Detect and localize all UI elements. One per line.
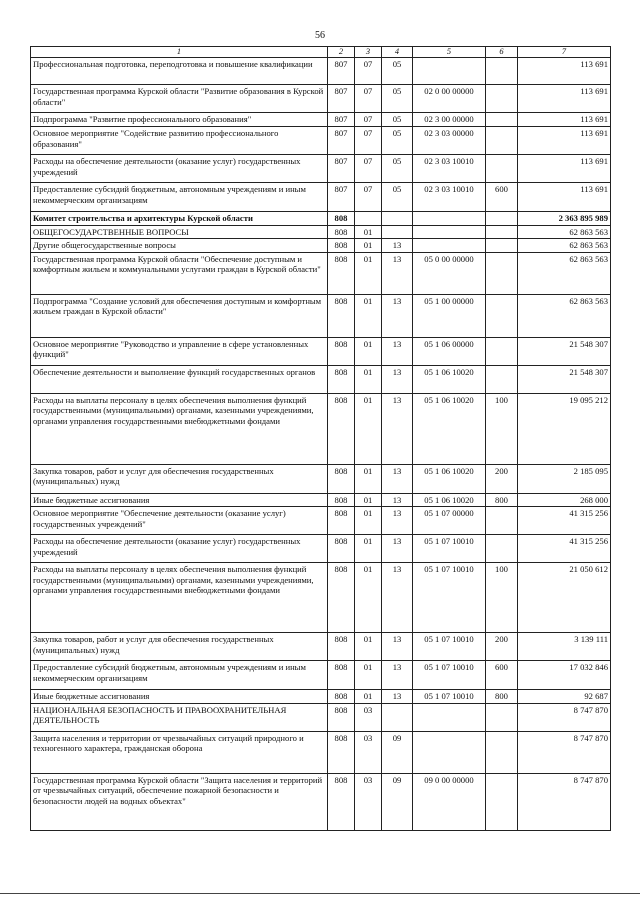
cell-subsection: 05 (382, 85, 413, 113)
cell-subsection: 05 (382, 113, 413, 127)
cell-admin-code: 808 (328, 337, 355, 365)
table-row (31, 225, 611, 238)
table-row (31, 155, 611, 183)
cell-expense-type (486, 85, 518, 113)
cell-target-article: 05 1 06 10020 (413, 493, 486, 506)
cell-subsection: 13 (382, 294, 413, 337)
cell-section: 01 (355, 337, 382, 365)
cell-name: Государственная программа Курской области "Защита населения и территорий от чрезвычайных ситуаций, обеспечение пожарной безопасности и безопасности людей на водных объектах" (31, 773, 328, 830)
column-header: 6 (486, 47, 518, 58)
cell-target-article: 05 1 07 00000 (413, 507, 486, 535)
cell-section: 01 (355, 252, 382, 294)
cell-subsection: 13 (382, 661, 413, 690)
table-row (31, 85, 611, 113)
cell-section: 03 (355, 703, 382, 731)
cell-target-article: 02 0 00 00000 (413, 85, 486, 113)
cell-section: 01 (355, 225, 382, 238)
cell-amount: 19 095 212 (518, 393, 611, 464)
table-row (31, 773, 611, 830)
cell-amount: 2 363 895 989 (518, 212, 611, 225)
cell-amount: 62 863 563 (518, 239, 611, 252)
cell-admin-code: 808 (328, 464, 355, 493)
cell-target-article: 05 0 00 00000 (413, 252, 486, 294)
cell-admin-code: 808 (328, 393, 355, 464)
cell-subsection: 05 (382, 155, 413, 183)
table-row (31, 690, 611, 703)
cell-subsection: 13 (382, 365, 413, 393)
cell-name: Подпрограмма "Развитие профессионального образования" (31, 113, 328, 127)
table-row (31, 365, 611, 393)
cell-name: Основное мероприятие "Обеспечение деятельности (оказание услуг) государственных учреждений" (31, 507, 328, 535)
cell-target-article (413, 212, 486, 225)
cell-expense-type (486, 127, 518, 155)
cell-name: Подпрограмма "Создание условий для обеспечения доступным и комфортным жильем граждан в Курской области" (31, 294, 328, 337)
cell-name: Расходы на обеспечение деятельности (оказание услуг) государственных учреждений (31, 155, 328, 183)
cell-amount: 8 747 870 (518, 703, 611, 731)
cell-expense-type (486, 507, 518, 535)
cell-target-article: 05 1 06 10020 (413, 464, 486, 493)
cell-section: 01 (355, 493, 382, 506)
cell-name: Расходы на обеспечение деятельности (оказание услуг) государственных учреждений (31, 535, 328, 563)
cell-admin-code: 808 (328, 365, 355, 393)
cell-section: 07 (355, 183, 382, 212)
cell-target-article: 05 1 06 10020 (413, 365, 486, 393)
cell-subsection: 05 (382, 127, 413, 155)
cell-amount: 21 548 307 (518, 365, 611, 393)
table-row (31, 127, 611, 155)
table-row (31, 507, 611, 535)
cell-name: Обеспечение деятельности и выполнение функций государственных органов (31, 365, 328, 393)
cell-name: НАЦИОНАЛЬНАЯ БЕЗОПАСНОСТЬ И ПРАВООХРАНИТЕЛЬНАЯ ДЕЯТЕЛЬНОСТЬ (31, 703, 328, 731)
cell-amount: 3 139 111 (518, 633, 611, 661)
cell-section: 01 (355, 464, 382, 493)
cell-expense-type (486, 239, 518, 252)
cell-section: 07 (355, 113, 382, 127)
cell-admin-code: 807 (328, 183, 355, 212)
cell-amount: 113 691 (518, 155, 611, 183)
table-row (31, 493, 611, 506)
table-row (31, 337, 611, 365)
table-body (31, 58, 611, 830)
cell-target-article: 05 1 06 00000 (413, 337, 486, 365)
cell-section (355, 212, 382, 225)
cell-admin-code: 807 (328, 85, 355, 113)
cell-amount: 92 687 (518, 690, 611, 703)
cell-target-article: 05 1 07 10010 (413, 661, 486, 690)
table-row (31, 731, 611, 773)
column-header: 7 (518, 47, 611, 58)
cell-amount: 62 863 563 (518, 225, 611, 238)
cell-section: 01 (355, 661, 382, 690)
cell-name: Расходы на выплаты персоналу в целях обеспечения выполнения функций государственными (муниципальными) органами, казенными учреждениями, органами управления государственными внебюджетными фондами (31, 563, 328, 633)
cell-subsection: 09 (382, 731, 413, 773)
cell-admin-code: 808 (328, 507, 355, 535)
cell-subsection: 13 (382, 633, 413, 661)
table-row (31, 252, 611, 294)
cell-section: 01 (355, 239, 382, 252)
cell-subsection (382, 225, 413, 238)
cell-subsection: 13 (382, 535, 413, 563)
cell-subsection: 13 (382, 690, 413, 703)
cell-amount: 17 032 846 (518, 661, 611, 690)
column-header: 5 (413, 47, 486, 58)
cell-target-article (413, 703, 486, 731)
cell-admin-code: 808 (328, 690, 355, 703)
cell-admin-code: 808 (328, 225, 355, 238)
cell-target-article: 05 1 07 10010 (413, 633, 486, 661)
table-row (31, 464, 611, 493)
cell-admin-code: 807 (328, 155, 355, 183)
cell-target-article (413, 239, 486, 252)
cell-name: Закупка товаров, работ и услуг для обеспечения государственных (муниципальных) нужд (31, 633, 328, 661)
cell-amount: 113 691 (518, 127, 611, 155)
table-row (31, 393, 611, 464)
cell-expense-type: 800 (486, 690, 518, 703)
cell-name: Закупка товаров, работ и услуг для обеспечения государственных (муниципальных) нужд (31, 464, 328, 493)
cell-section: 01 (355, 294, 382, 337)
cell-section: 01 (355, 535, 382, 563)
table-row (31, 113, 611, 127)
cell-subsection: 13 (382, 337, 413, 365)
table-row (31, 183, 611, 212)
column-header: 4 (382, 47, 413, 58)
cell-expense-type (486, 731, 518, 773)
cell-admin-code: 808 (328, 731, 355, 773)
cell-admin-code: 808 (328, 252, 355, 294)
cell-expense-type (486, 58, 518, 85)
cell-section: 01 (355, 507, 382, 535)
cell-name: Комитет строительства и архитектуры Курской области (31, 212, 328, 225)
table-row (31, 212, 611, 225)
cell-section: 07 (355, 58, 382, 85)
cell-amount: 113 691 (518, 85, 611, 113)
cell-subsection: 13 (382, 563, 413, 633)
cell-amount: 2 185 095 (518, 464, 611, 493)
cell-expense-type (486, 337, 518, 365)
cell-name: Профессиональная подготовка, переподготовка и повышение квалификации (31, 58, 328, 85)
cell-amount: 113 691 (518, 183, 611, 212)
cell-expense-type: 100 (486, 393, 518, 464)
cell-expense-type: 600 (486, 661, 518, 690)
cell-name: Расходы на выплаты персоналу в целях обеспечения выполнения функций государственными (муниципальными) органами, казенными учреждениями, органами управления государственными внебюджетными фондами (31, 393, 328, 464)
cell-expense-type (486, 535, 518, 563)
cell-name: Иные бюджетные ассигнования (31, 493, 328, 506)
cell-target-article: 02 3 00 00000 (413, 113, 486, 127)
cell-expense-type (486, 365, 518, 393)
cell-admin-code: 807 (328, 58, 355, 85)
cell-subsection: 13 (382, 393, 413, 464)
cell-subsection: 13 (382, 252, 413, 294)
table-row (31, 661, 611, 690)
cell-expense-type (486, 212, 518, 225)
table-row (31, 703, 611, 731)
cell-expense-type: 800 (486, 493, 518, 506)
cell-name: Иные бюджетные ассигнования (31, 690, 328, 703)
cell-admin-code: 807 (328, 113, 355, 127)
cell-admin-code: 808 (328, 661, 355, 690)
cell-subsection: 05 (382, 58, 413, 85)
cell-target-article (413, 58, 486, 85)
page-number: 56 (315, 30, 325, 41)
cell-section: 01 (355, 365, 382, 393)
cell-section: 01 (355, 633, 382, 661)
cell-name: ОБЩЕГОСУДАРСТВЕННЫЕ ВОПРОСЫ (31, 225, 328, 238)
cell-subsection (382, 212, 413, 225)
cell-amount: 62 863 563 (518, 294, 611, 337)
page-bottom-rule (0, 893, 640, 894)
table-row (31, 563, 611, 633)
cell-target-article: 09 0 00 00000 (413, 773, 486, 830)
cell-expense-type: 600 (486, 183, 518, 212)
cell-target-article: 05 1 07 10010 (413, 535, 486, 563)
column-header: 3 (355, 47, 382, 58)
cell-target-article: 05 1 06 10020 (413, 393, 486, 464)
cell-expense-type (486, 155, 518, 183)
table-row (31, 294, 611, 337)
cell-subsection: 13 (382, 507, 413, 535)
cell-amount: 21 548 307 (518, 337, 611, 365)
table-header-row (31, 47, 611, 58)
cell-admin-code: 808 (328, 493, 355, 506)
cell-admin-code: 808 (328, 294, 355, 337)
cell-target-article: 05 1 07 10010 (413, 563, 486, 633)
cell-section: 01 (355, 563, 382, 633)
cell-section: 07 (355, 85, 382, 113)
cell-admin-code: 807 (328, 127, 355, 155)
cell-target-article: 05 1 00 00000 (413, 294, 486, 337)
cell-name: Государственная программа Курской области "Обеспечение доступным и комфортным жильем и коммунальными услугами граждан в Курской области" (31, 252, 328, 294)
cell-expense-type (486, 225, 518, 238)
cell-expense-type (486, 773, 518, 830)
table-row (31, 58, 611, 85)
table-row (31, 239, 611, 252)
cell-name: Основное мероприятие "Руководство и управление в сфере установленных функций" (31, 337, 328, 365)
cell-amount: 41 315 256 (518, 507, 611, 535)
cell-subsection: 13 (382, 239, 413, 252)
table-row (31, 535, 611, 563)
cell-amount: 113 691 (518, 58, 611, 85)
cell-admin-code: 808 (328, 239, 355, 252)
cell-section: 01 (355, 393, 382, 464)
cell-expense-type (486, 113, 518, 127)
cell-admin-code: 808 (328, 633, 355, 661)
cell-section: 07 (355, 127, 382, 155)
cell-name: Другие общегосударственные вопросы (31, 239, 328, 252)
cell-amount: 8 747 870 (518, 731, 611, 773)
cell-admin-code: 808 (328, 563, 355, 633)
cell-section: 01 (355, 690, 382, 703)
budget-table (30, 46, 611, 831)
cell-name: Защита населения и территории от чрезвычайных ситуаций природного и техногенного характера, гражданская оборона (31, 731, 328, 773)
cell-expense-type (486, 252, 518, 294)
cell-amount: 113 691 (518, 113, 611, 127)
cell-amount: 268 000 (518, 493, 611, 506)
cell-subsection: 13 (382, 493, 413, 506)
column-header: 2 (328, 47, 355, 58)
cell-target-article: 02 3 03 00000 (413, 127, 486, 155)
cell-expense-type: 200 (486, 464, 518, 493)
cell-amount: 41 315 256 (518, 535, 611, 563)
cell-expense-type (486, 294, 518, 337)
cell-section: 03 (355, 731, 382, 773)
cell-target-article: 05 1 07 10010 (413, 690, 486, 703)
column-header: 1 (31, 47, 328, 58)
cell-admin-code: 808 (328, 703, 355, 731)
cell-admin-code: 808 (328, 535, 355, 563)
cell-amount: 62 863 563 (518, 252, 611, 294)
cell-subsection: 05 (382, 183, 413, 212)
cell-admin-code: 808 (328, 773, 355, 830)
cell-expense-type: 100 (486, 563, 518, 633)
table-row (31, 633, 611, 661)
cell-admin-code: 808 (328, 212, 355, 225)
cell-name: Предоставление субсидий бюджетным, автономным учреждениям и иным некоммерческим организациям (31, 183, 328, 212)
cell-amount: 21 050 612 (518, 563, 611, 633)
cell-name: Основное мероприятие "Содействие развитию профессионального образования" (31, 127, 328, 155)
cell-expense-type (486, 703, 518, 731)
cell-subsection (382, 703, 413, 731)
cell-amount: 8 747 870 (518, 773, 611, 830)
cell-expense-type: 200 (486, 633, 518, 661)
cell-target-article: 02 3 03 10010 (413, 183, 486, 212)
cell-name: Государственная программа Курской области "Развитие образования в Курской области" (31, 85, 328, 113)
cell-section: 03 (355, 773, 382, 830)
cell-target-article: 02 3 03 10010 (413, 155, 486, 183)
cell-target-article (413, 731, 486, 773)
cell-name: Предоставление субсидий бюджетным, автономным учреждениям и иным некоммерческим организациям (31, 661, 328, 690)
cell-subsection: 13 (382, 464, 413, 493)
cell-section: 07 (355, 155, 382, 183)
cell-target-article (413, 225, 486, 238)
cell-subsection: 09 (382, 773, 413, 830)
